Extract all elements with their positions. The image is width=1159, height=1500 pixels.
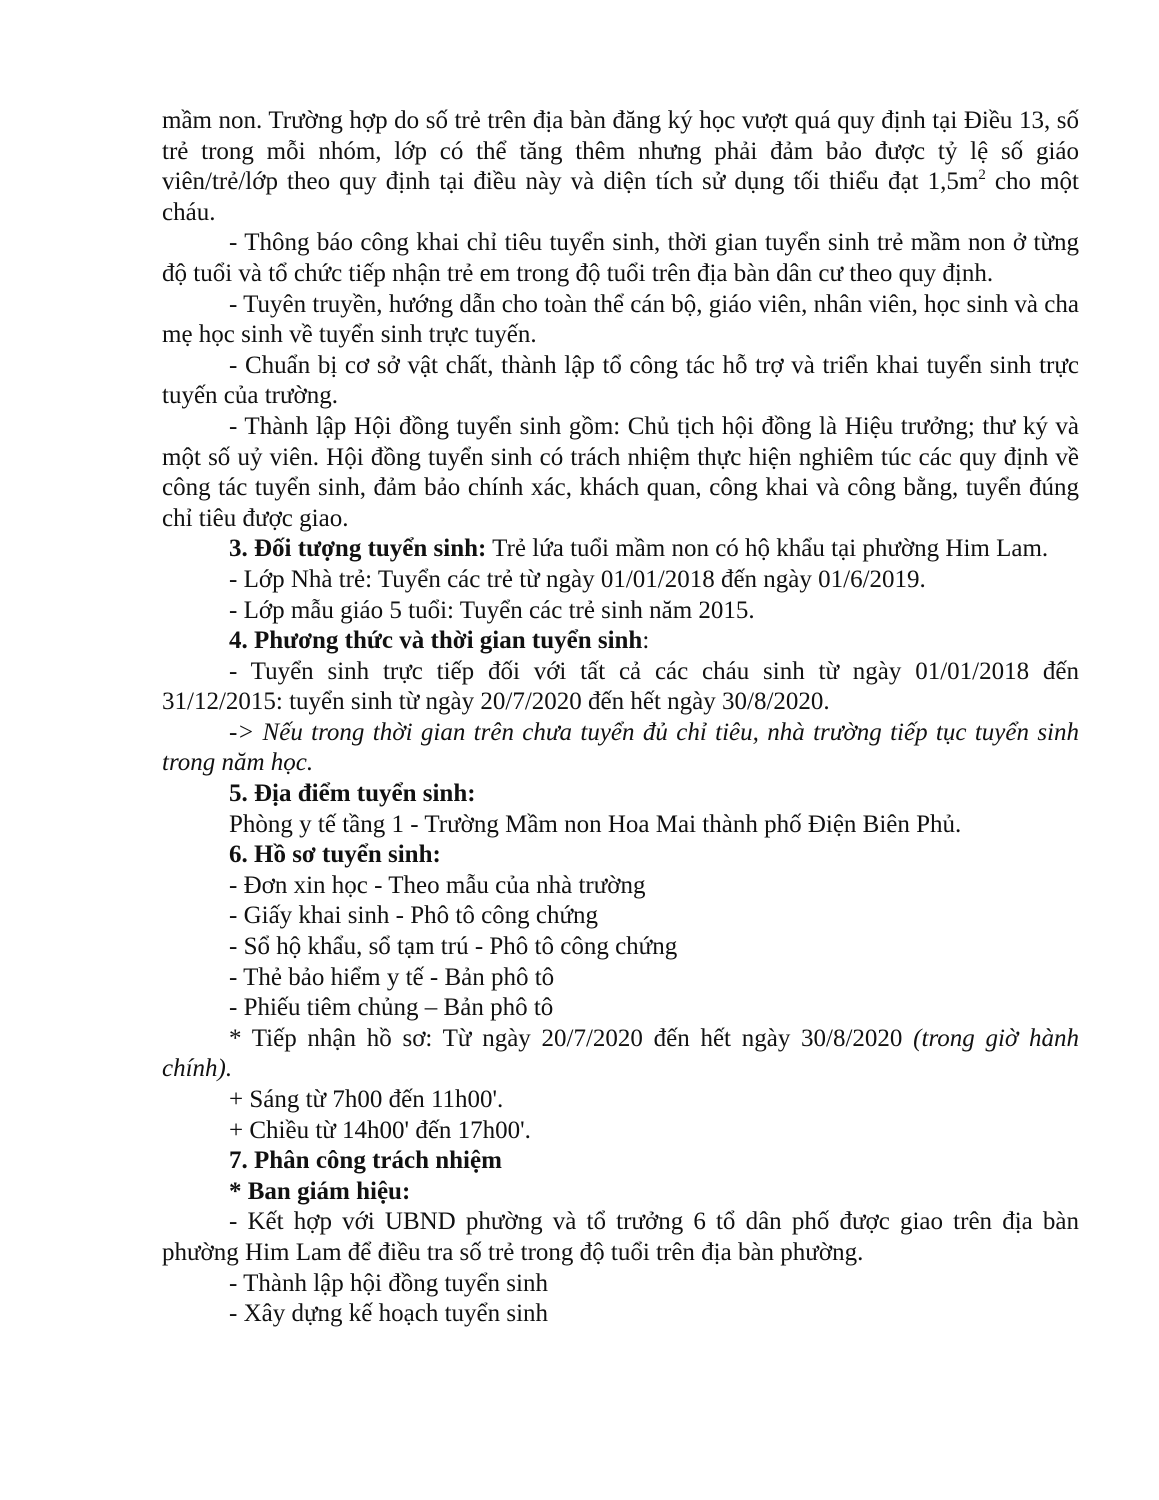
hours-item: + Sáng từ 7h00 đến 11h00'. xyxy=(229,1086,504,1113)
section-7-item: - Thành lập hội đồng tuyển sinh xyxy=(229,1269,548,1297)
document-list-item: - Đơn xin học - Theo mẫu của nhà trường xyxy=(229,871,646,899)
section-7-item: - Kết hợp với UBND phường và tổ trưởng 6 tổ dân phố được giao trên địa bàn phường Him Lam để điều tra số trẻ trong độ tuổi trên địa bàn phường. xyxy=(162,1208,1079,1266)
section-4-item: - Tuyển sinh trực tiếp đối với tất cả các cháu sinh từ ngày 01/01/2018 đến 31/12/2015: tuyển sinh từ ngày 20/7/2020 đến hết ngày 30/8/2020. xyxy=(162,657,1079,716)
section-4-colon: : xyxy=(642,627,650,655)
superscript-2: 2 xyxy=(978,167,986,184)
section-3-item: - Lớp Nhà trẻ: Tuyển các trẻ từ ngày 01/01/2018 đến ngày 01/6/2019. xyxy=(229,565,926,593)
hours-item: + Chiều từ 14h00' đến 17h00'. xyxy=(229,1116,531,1144)
intro-paragraph xyxy=(162,106,1079,228)
intro-text: mầm non. Trường hợp do số trẻ trên địa bàn đăng ký học vượt quá quy định tại Điều 13, số trẻ trong mỗi nhóm, lớp có thể tăng thêm nhưng phải đảm bảo được tỷ lệ số giáo viên/trẻ/lớp theo quy định tại điều này và diện tích sử dụng tối thiểu đạt 1,5m xyxy=(162,107,1079,196)
task-paragraph: - Chuẩn bị cơ sở vật chất, thành lập tổ công tác hỗ trợ và triển khai tuyển sinh trực tuyến của trường. xyxy=(162,351,1079,410)
section-4 xyxy=(162,626,1079,657)
receipt-note: (trong giờ hành chính). xyxy=(162,1024,1079,1083)
document-list-item: - Thẻ bảo hiểm y tế - Bản phô tô xyxy=(229,963,555,991)
section-7-subheading: * Ban giám hiệu: xyxy=(229,1177,411,1205)
receipt-text: * Tiếp nhận hồ sơ: Từ ngày 20/7/2020 đến hết ngày 30/8/2020 xyxy=(229,1024,914,1052)
document-list-item: - Giấy khai sinh - Phô tô công chứng xyxy=(229,902,599,930)
document-list-item: - Sổ hộ khẩu, sổ tạm trú - Phô tô công chứng xyxy=(229,933,678,961)
section-6-heading: 6. Hồ sơ tuyển sinh: xyxy=(229,841,441,869)
task-paragraph: - Thông báo công khai chỉ tiêu tuyển sinh, thời gian tuyển sinh trẻ mầm non ở từng độ tuổi và tổ chức tiếp nhận trẻ em trong độ tuổi trên địa bàn dân cư theo quy định. xyxy=(162,229,1079,287)
section-3-heading: 3. Đối tượng tuyển sinh: xyxy=(229,535,487,563)
section-4-heading: 4. Phương thức và thời gian tuyển sinh xyxy=(229,627,643,655)
receipt-paragraph xyxy=(162,1024,1079,1085)
section-7-item: - Xây dựng kế hoạch tuyển sinh xyxy=(229,1300,549,1328)
section-3-item: - Lớp mẫu giáo 5 tuổi: Tuyển các trẻ sinh năm 2015. xyxy=(229,596,755,624)
section-3-text: Trẻ lứa tuổi mầm non có hộ khẩu tại phường Him Lam. xyxy=(486,535,1049,563)
section-3 xyxy=(162,534,1079,565)
task-paragraph: - Tuyên truyền, hướng dẫn cho toàn thể cán bộ, giáo viên, nhân viên, học sinh và cha mẹ học sinh về tuyển sinh trực tuyến. xyxy=(162,290,1079,349)
section-5-heading: 5. Địa điểm tuyển sinh: xyxy=(229,780,476,808)
task-paragraph: - Thành lập Hội đồng tuyển sinh gồm: Chủ tịch hội đồng là Hiệu trưởng; thư ký và một số uỷ viên. Hội đồng tuyển sinh có trách nhiệm thực hiện nghiêm túc các quy định về công tác tuyển sinh, đảm bảo chính xác, khách quan, công khai và công bằng, tuyển đúng chỉ tiêu được giao. xyxy=(162,412,1079,532)
section-5-text: Phòng y tế tầng 1 - Trường Mầm non Hoa Mai thành phố Điện Biên Phủ. xyxy=(229,810,962,838)
section-4-note: -> Nếu trong thời gian trên chưa tuyển đủ chỉ tiêu, nhà trường tiếp tục tuyển sinh trong năm học. xyxy=(162,718,1079,777)
intro-text-end: cho một cháu. xyxy=(162,168,1079,226)
section-7-heading: 7. Phân công trách nhiệm xyxy=(229,1147,502,1175)
document-list-item: - Phiếu tiêm chủng – Bản phô tô xyxy=(229,994,554,1022)
